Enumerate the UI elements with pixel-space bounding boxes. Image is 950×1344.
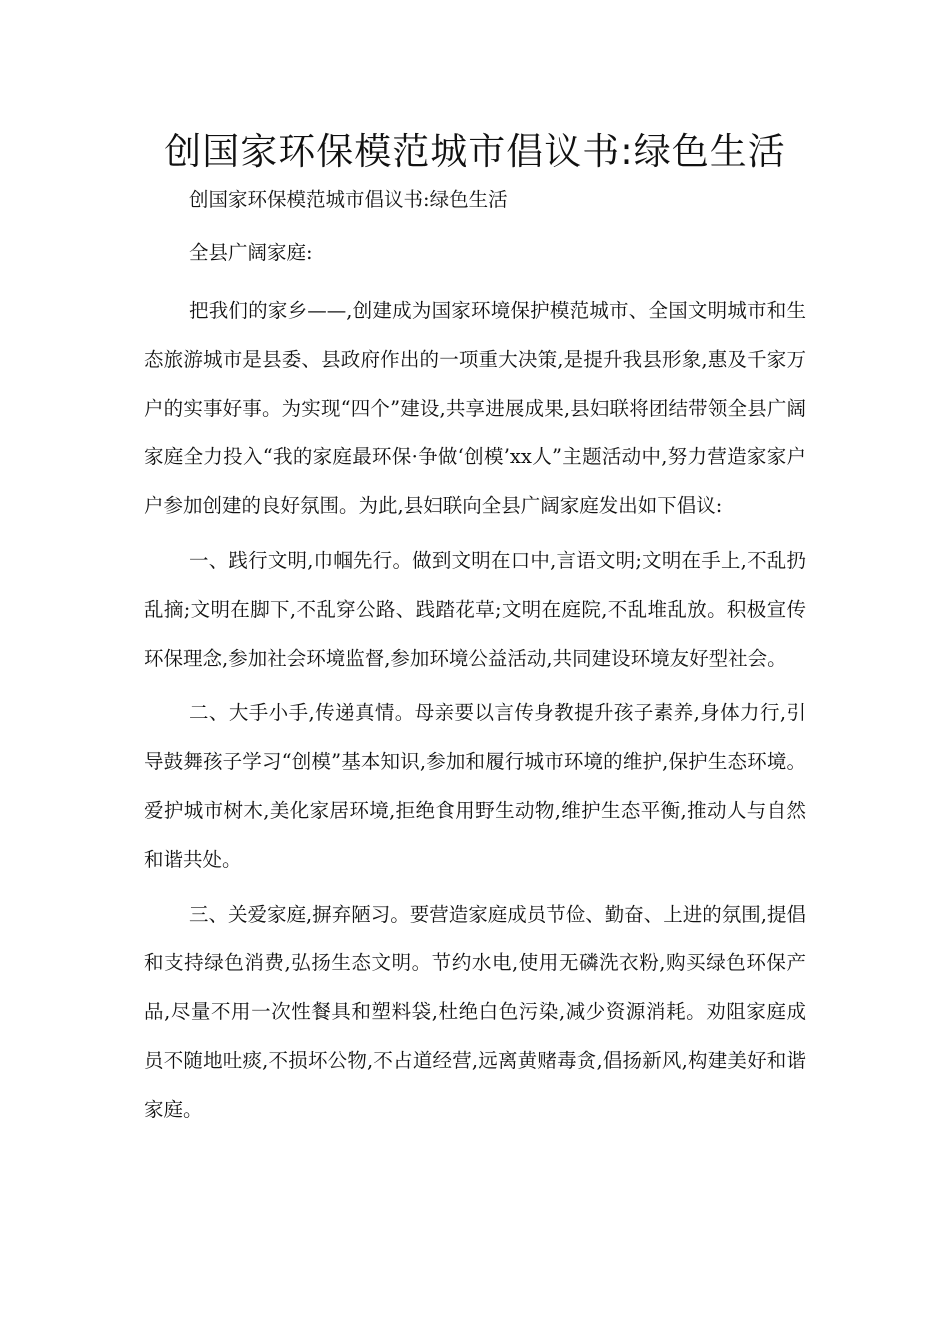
paragraph-intro: 把我们的家乡——,创建成为国家环境保护模范城市、全国文明城市和生态旅游城市是县委、县政府作出的一项重大决策,是提升我县形象,惠及千家万户的实事好事。为实现“四个”建设,共享进展成果,县妇联将团结带领全县广阔家庭全力投入“我的家庭最环保·争做‘创模’xx人”主题活动中,努力营造家家户户参加创建的良好氛围。为此,县妇联向全县广阔家庭发出如下倡议: (144, 299, 806, 518)
salutation: 全县广阔家庭: (189, 241, 313, 264)
document-subtitle: 创国家环保模范城市倡议书:绿色生活 (189, 188, 508, 211)
paragraph-proposal-2: 二、大手小手,传递真情。母亲要以言传身教提升孩子素养,身体力行,引导鼓舞孩子学习“创模”基本知识,参加和履行城市环境的维护,保护生态环境。爱护城市树木,美化家居环境,拒绝食用野生动物,维护生态平衡,推动人与自然和谐共处。 (144, 701, 806, 871)
paragraph-proposal-1: 一、践行文明,巾帼先行。做到文明在口中,言语文明;文明在手上,不乱扔乱摘;文明在脚下,不乱穿公路、践踏花草;文明在庭院,不乱堆乱放。积极宣传环保理念,参加社会环境监督,参加环境公益活动,共同建设环境友好型社会。 (144, 548, 806, 670)
document-title: 创国家环保模范城市倡议书:绿色生活 (164, 130, 786, 173)
document-body (144, 180, 806, 1135)
paragraph-proposal-3: 三、关爱家庭,摒弃陋习。要营造家庭成员节俭、勤奋、上进的氛围,提倡和支持绿色消费,弘扬生态文明。节约水电,使用无磷洗衣粉,购买绿色环保产品,尽量不用一次性餐具和塑料袋,杜绝白色污染,减少资源消耗。劝阻家庭成员不随地吐痰,不损坏公物,不占道经营,远离黄赌毒贪,倡扬新风,构建美好和谐家庭。 (144, 902, 806, 1121)
